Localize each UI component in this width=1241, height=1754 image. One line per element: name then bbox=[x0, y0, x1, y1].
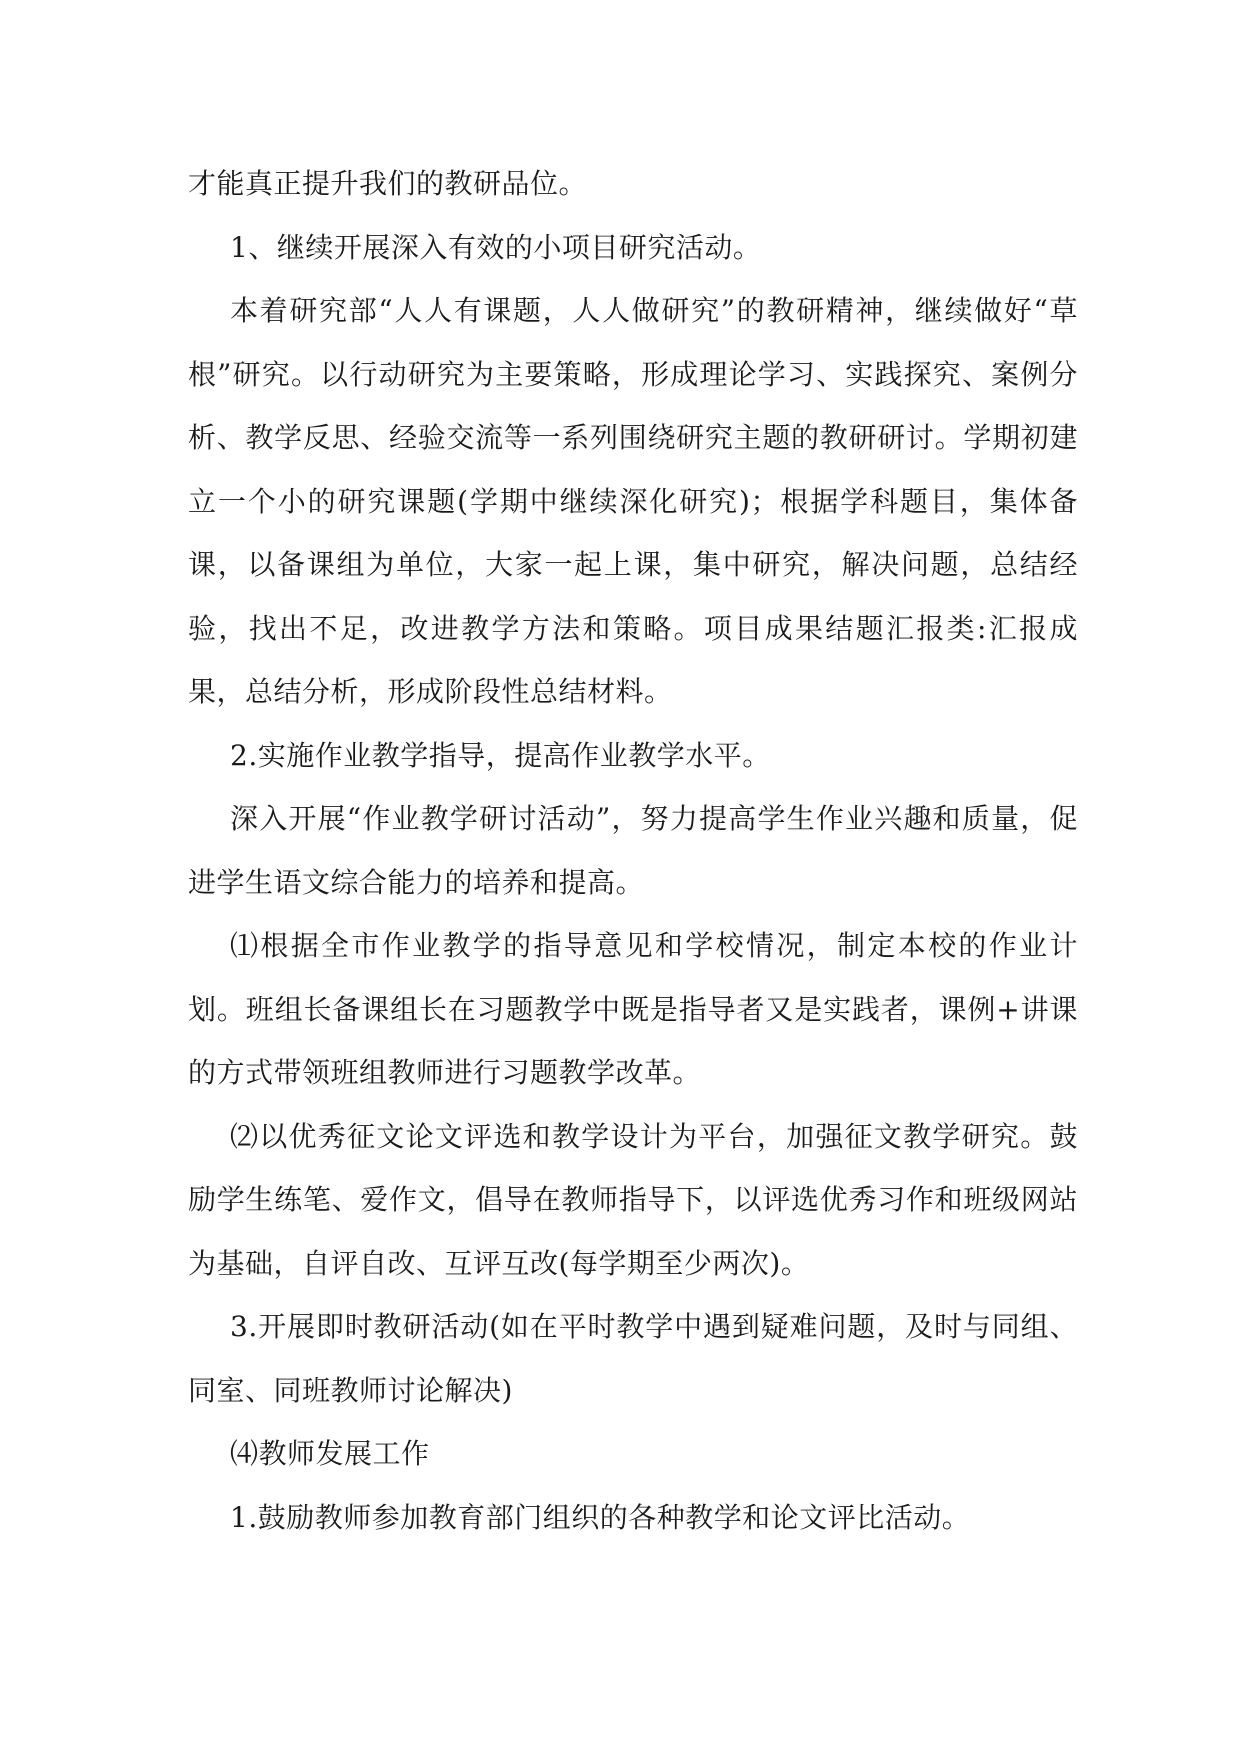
paragraph-subitem-2: ⑵以优秀征文论文评选和教学设计为平台，加强征文教学研究。鼓励学生练笔、爱作文，倡导在教师指导下，以评选优秀习作和班级网站为基础，自评自改、互评互改(每学期至少两次)。 bbox=[188, 1119, 1078, 1280]
paragraph-item-1: 1、继续开展深入有效的小项目研究活动。 bbox=[230, 230, 762, 264]
paragraph-continuation: 才能真正提升我们的教研品位。 bbox=[188, 167, 588, 200]
section-heading-teacher-development: ⑷教师发展工作 bbox=[230, 1437, 430, 1470]
paragraph-item-2: 2.实施作业教学指导，提高作业教学水平。 bbox=[230, 738, 771, 772]
paragraph-subitem-1: ⑴根据全市作业教学的指导意见和学校情况，制定本校的作业计划。班组长备课组长在习题教学中既是指导者又是实践者，课例+讲课的方式带领班组教师进行习题教学改革。 bbox=[188, 929, 1078, 1089]
paragraph-item-3: 3.开展即时教研活动(如在平时教学中遇到疑难问题，及时与同组、同室、同班教师讨论解决) bbox=[188, 1310, 1078, 1407]
paragraph-homework-activity: 深入开展“作业教学研讨活动”，努力提高学生作业兴趣和质量，促进学生语文综合能力的培养和提高。 bbox=[188, 802, 1078, 899]
paragraph-grassroots-research: 本着研究部“人人有课题，人人做研究”的教研精神，继续做好“草根”研究。以行动研究为主要策略，形成理论学习、实践探究、案例分析、教学反思、经验交流等一系列围绕研究主题的教研研讨。学期初建立一个小的研究课题(学期中继续深化研究)；根据学科题目，集体备课，以备课组为单位，大家一起上课，集中研究，解决问题，总结经验，找出不足，改进教学方法和策略。项目成果结题汇报类:汇报成果，总结分析，形成阶段性总结材料。 bbox=[188, 294, 1078, 708]
paragraph-teacher-item-1: 1.鼓励教师参加教育部门组织的各种教学和论文评比活动。 bbox=[230, 1500, 971, 1534]
document-body bbox=[188, 152, 1078, 1549]
